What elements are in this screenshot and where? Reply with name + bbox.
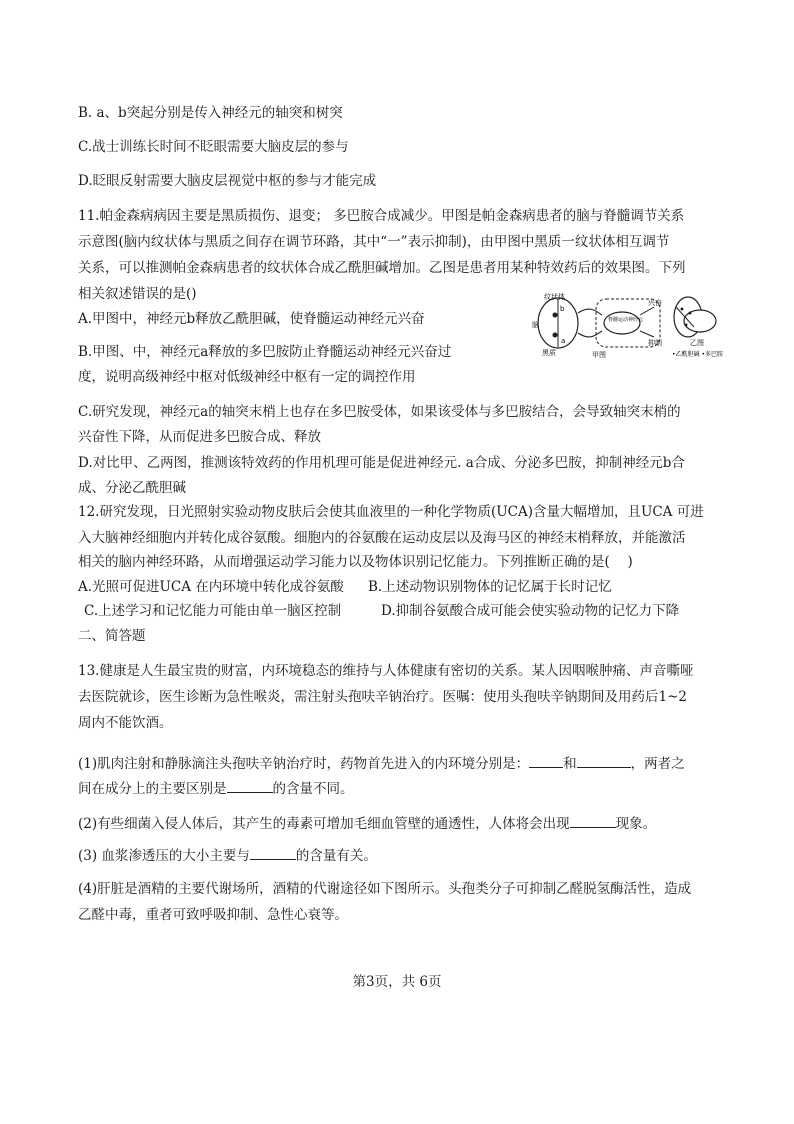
option-b-q10: B. a、b突起分别是传入神经元的轴突和树突 bbox=[78, 105, 343, 121]
q11-option-d-line1: D.对比甲、乙两图，推测该特效药的作用机理可能是促进神经元. a合成、分泌多巴胺，抑制神经元b合 bbox=[78, 455, 685, 471]
q12-stem-line2: 入大脑神经细胞内并转化成谷氨酸。细胞内的谷氨酸在运动皮层以及海马区的神经末梢释放，并能激活 bbox=[78, 530, 686, 546]
q13-sub1-line2: 间在成分上的主要区别是 的含量不同。 bbox=[78, 778, 354, 798]
label-spinal-neuron: 脊髓运动神经元 bbox=[608, 317, 644, 323]
page-footer: 第3页，共 6页 bbox=[352, 974, 442, 990]
q11-stem-line3: 关系，可以推测帕金森病患者的纹状体合成乙酰胆碱增加。乙图是患者用某种特效药后的效果图。下列 bbox=[78, 260, 686, 276]
q13-sub4-line2: 乙醛中毒，重者可致呼吸抑制、急性心衰等。 bbox=[78, 907, 348, 923]
q13-sub3: (3) 血浆渗透压的大小主要与 的含量有关。 bbox=[78, 845, 377, 865]
section-heading: 二、简答题 bbox=[78, 628, 146, 644]
label-brain: 脑 bbox=[532, 321, 539, 329]
q11-stem-line2: 示意图(脑内纹状体与黑质之间存在调节环路，其中“一”表示抑制)，由甲图中黑质一纹状体相互调节 bbox=[78, 234, 670, 250]
answer-blank bbox=[577, 753, 631, 768]
q12-option-c: C.上述学习和记忆能力可能由单一脑区控制 bbox=[84, 603, 342, 619]
q11-option-a: A.甲图中，神经元b释放乙酰胆碱，使脊髓运动神经元兴奋 bbox=[78, 311, 425, 327]
answer-blank bbox=[250, 845, 296, 860]
label-b: b bbox=[560, 305, 565, 313]
legend: •乙酰胆碱 •多巴胺 bbox=[672, 351, 723, 358]
label-inhibit: 抑制 bbox=[648, 339, 662, 347]
label-striatum: 纹状体 bbox=[544, 293, 565, 301]
answer-blank bbox=[529, 753, 563, 768]
q12-option-d: D.抑制谷氨酸合成可能会使实验动物的记忆力下降 bbox=[381, 603, 680, 619]
label-excite: 兴奋 bbox=[648, 299, 662, 307]
q11-stem-line4: 相关叙述错误的是() bbox=[78, 286, 197, 302]
q11-option-b-line2: 度，说明高级神经中枢对低级神经中枢有一定的调控作用 bbox=[78, 369, 416, 385]
q13-stem-line1: 13.健康是人生最宝贵的财富，内环境稳态的维持与人体健康有密切的关系。某人因咽喉肿痛、声音嘶哑 bbox=[78, 663, 694, 679]
label-yi: 乙图 bbox=[690, 339, 704, 347]
q11-option-b-line1: B.甲图、中，神经元a释放的多巴胺防止脊髓运动神经元兴奋过 bbox=[78, 344, 452, 360]
q12-option-b: B.上述动物识别物体的记忆属于长时记忆 bbox=[368, 579, 612, 595]
q13-sub2: (2)有些细菌入侵人体后，其产生的毒素可增加毛细血管壁的通透性，人体将会出现 现象。 bbox=[78, 813, 656, 833]
q12-option-a: A.光照可促进UCA 在内环境中转化成谷氨酸 bbox=[78, 579, 344, 595]
q13-stem-line2: 去医院就诊，医生诊断为急性喉炎，需注射头孢呋辛钠治疗。医嘱：使用头孢呋辛钠期间及用药后1~2 bbox=[78, 689, 687, 705]
q13-stem-line3: 周内不能饮酒。 bbox=[78, 715, 173, 731]
q13-sub4-line1: (4)肝脏是酒精的主要代谢场所，酒精的代谢途径如下图所示。头孢类分子可抑制乙醛脱氢酶活性，造成 bbox=[78, 881, 692, 897]
label-jia: 甲图 bbox=[592, 351, 606, 359]
q12-stem-line3: 相关的脑内神经环路，从而增强运动学习能力以及物体识别记忆能力。下列推断正确的是( ) bbox=[78, 554, 633, 570]
answer-blank bbox=[570, 813, 616, 828]
brain-spinal-cord-diagram bbox=[530, 293, 730, 361]
option-c-q10: C.战士训练长时间不眨眼需要大脑皮层的参与 bbox=[78, 139, 349, 155]
q11-option-d-line2: 成、分泌乙酰胆碱 bbox=[78, 480, 186, 496]
q11-option-c-line1: C.研究发现，神经元a的轴突末梢上也存在多巴胺受体，如果该受体与多巴胺结合，会导致轴突末梢的 bbox=[78, 404, 681, 420]
q13-sub1-line1: (1)肌肉注射和静脉滴注头孢呋辛钠治疗时，药物首先进入的内环境分别是： 和 ，两者之 bbox=[78, 753, 685, 773]
label-a: a bbox=[561, 337, 566, 345]
q12-stem-line1: 12.研究发现，日光照射实验动物皮肤后会使其血液里的一种化学物质(UCA)含量大幅增加，且UCA 可进 bbox=[78, 504, 704, 520]
option-d-q10: D.眨眼反射需要大脑皮层视觉中枢的参与才能完成 bbox=[78, 173, 377, 189]
label-substantia: 黑质 bbox=[542, 349, 556, 357]
q11-stem-line1: 11.帕金森病病因主要是黑质损伤、退变； 多巴胺合成减少。甲图是帕金森病患者的脑与脊髓调节关系 bbox=[78, 208, 685, 224]
q11-option-c-line2: 兴奋性下降，从而促进多巴胺合成、释放 bbox=[78, 429, 321, 445]
answer-blank bbox=[227, 778, 273, 793]
